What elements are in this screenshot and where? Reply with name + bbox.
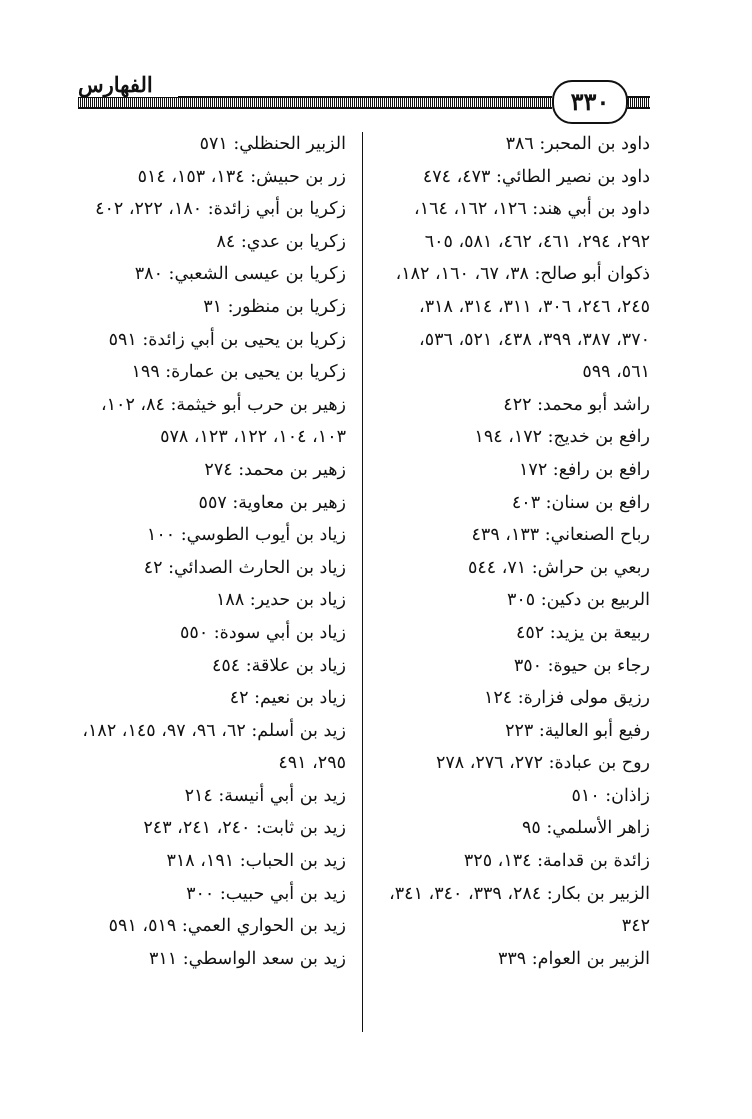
index-entry: زاهر الأسلمي: ٩٥ (521, 818, 650, 839)
index-entry: زهير بن معاوية: ٥٥٧ (198, 492, 346, 513)
index-entry: زيد بن الحواري العمي: ٥١٩، ٥٩١ (108, 916, 346, 937)
index-entry: زهير بن محمد: ٢٧٤ (204, 459, 346, 480)
index-entry: ٥٦١، ٥٩٩ (582, 362, 650, 383)
index-entry: زيد بن سعد الواسطي: ٣١١ (148, 948, 346, 969)
column-divider (362, 132, 363, 1032)
index-entry: ربيعة بن يزيد: ٤٥٢ (516, 622, 650, 643)
index-entry: رجاء بن حيوة: ٣٥٠ (513, 655, 650, 676)
index-entry: زياد بن الحارث الصدائي: ٤٢ (143, 557, 346, 578)
index-entry: ١٠٣، ١٠٤، ١٢٢، ١٢٣، ٥٧٨ (160, 427, 346, 448)
index-entry: زياد بن أيوب الطوسي: ١٠٠ (146, 525, 346, 546)
index-entry: داود بن نصير الطائي: ٤٧٣، ٤٧٤ (422, 166, 650, 187)
index-entry: زهير بن حرب أبو خيثمة: ٨٤، ١٠٢، (100, 394, 346, 415)
index-entry: ٢٩٢، ٢٩٤، ٤٦١، ٤٦٢، ٥٨١، ٦٠٥ (424, 231, 650, 252)
index-entry: ربعي بن حراش: ٧١، ٥٤٤ (467, 557, 650, 578)
index-entry: زكريا بن عيسى الشعبي: ٣٨٠ (134, 264, 346, 285)
index-entry: زكريا بن منظور: ٣١ (203, 296, 346, 317)
index-entry: راشد أبو محمد: ٤٢٢ (503, 394, 650, 415)
index-column-right (378, 128, 650, 975)
index-entry: رافع بن رافع: ١٧٢ (519, 459, 650, 480)
index-entry: رافع بن سنان: ٤٠٣ (511, 492, 650, 513)
index-entry: زكريا بن يحيى بن أبي زائدة: ٥٩١ (108, 329, 346, 350)
index-entry: زكريا بن أبي زائدة: ١٨٠، ٢٢٢، ٤٠٢ (95, 199, 346, 220)
index-entry: رفيع أبو العالية: ٢٢٣ (505, 720, 650, 741)
index-column-left (78, 128, 346, 975)
index-entry: زكريا بن يحيى بن عمارة: ١٩٩ (131, 362, 346, 383)
index-entry: ٢٤٥، ٢٤٦، ٣٠٦، ٣١١، ٣١٤، ٣١٨، (419, 296, 650, 317)
index-entry: زياد بن حدير: ١٨٨ (216, 590, 346, 611)
header-rule-left (78, 96, 552, 109)
index-entry: روح بن عبادة: ٢٧٢، ٢٧٦، ٢٧٨ (435, 753, 650, 774)
index-entry: رافع بن خديج: ١٧٢، ١٩٤ (474, 427, 650, 448)
section-title: الفهارس (78, 72, 178, 97)
index-entry: الزبير بن بكار: ٢٨٤، ٣٣٩، ٣٤٠، ٣٤١، (389, 883, 650, 904)
index-entry: ٣٧٠، ٣٨٧، ٣٩٩، ٤٣٨، ٥٢١، ٥٣٦، (419, 329, 650, 350)
page-number: ٣٣٠ (552, 80, 628, 124)
index-entry: زيد بن أبي أنيسة: ٢١٤ (184, 785, 346, 806)
index-entry: ٣٤٢ (621, 916, 650, 937)
index-entry: الربيع بن دكين: ٣٠٥ (506, 590, 650, 611)
index-entry: رزيق مولى فزارة: ١٢٤ (484, 688, 650, 709)
index-entry: زر بن حبيش: ١٣٤، ١٥٣، ٥١٤ (137, 166, 346, 187)
index-entry: زياد بن أبي سودة: ٥٥٠ (180, 622, 346, 643)
index-entry: داود بن أبي هند: ١٢٦، ١٦٢، ١٦٤، (414, 199, 650, 220)
index-entry: زيد بن ثابت: ٢٤٠، ٢٤١، ٢٤٣ (143, 818, 346, 839)
index-entry: الزبير بن العوام: ٣٣٩ (497, 948, 650, 969)
index-entry: الزبير الحنظلي: ٥٧١ (199, 134, 346, 154)
index-entry: زيد بن أبي حبيب: ٣٠٠ (186, 883, 346, 904)
index-entry: ٢٩٥، ٤٩١ (278, 753, 346, 774)
index-entry: زيد بن أسلم: ٦٢، ٩٦، ٩٧، ١٤٥، ١٨٢، (82, 720, 346, 741)
index-entry: زياد بن علاقة: ٤٥٤ (211, 655, 346, 676)
index-entry: داود بن المحبر: ٣٨٦ (505, 134, 650, 154)
index-entry: ذكوان أبو صالح: ٣٨، ٦٧، ١٦٠، ١٨٢، (395, 264, 650, 285)
index-entry: زاذان: ٥١٠ (571, 785, 650, 806)
index-entry: زيد بن الحباب: ١٩١، ٣١٨ (166, 851, 346, 872)
index-entry: رباح الصنعاني: ١٣٣، ٤٣٩ (471, 525, 650, 546)
index-entry: زائدة بن قدامة: ١٣٤، ٣٢٥ (463, 851, 650, 872)
index-entry: زكريا بن عدي: ٨٤ (216, 231, 346, 252)
index-entry: زياد بن نعيم: ٤٢ (229, 688, 346, 709)
